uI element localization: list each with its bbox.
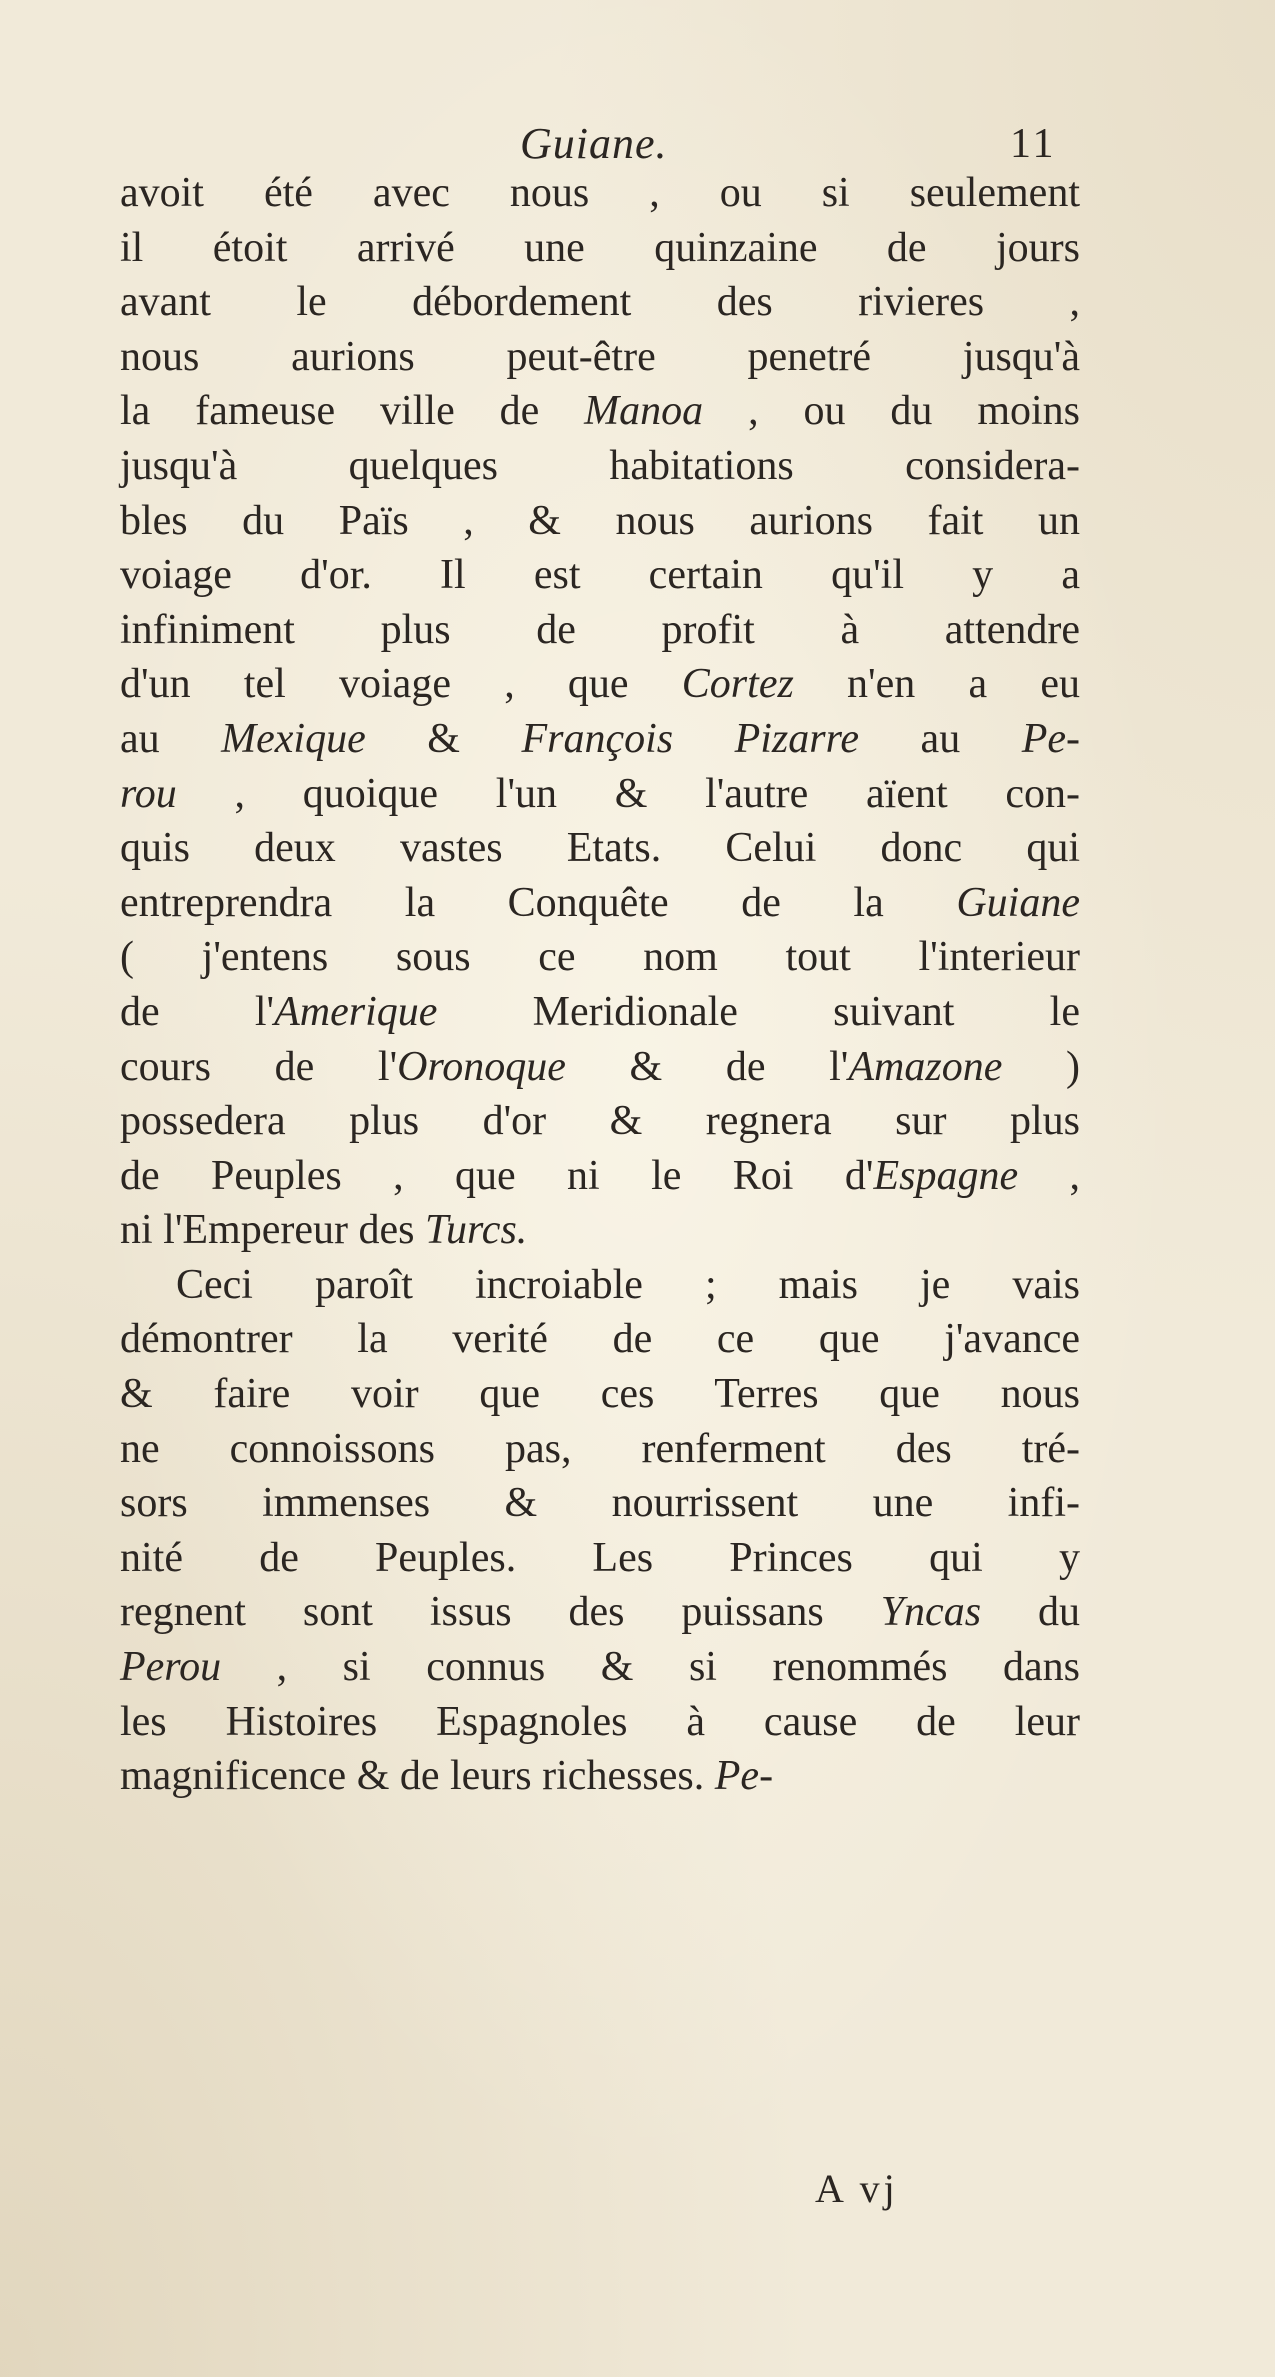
text-line (120, 166, 1080, 221)
text-segment: du (981, 1589, 1080, 1636)
text-segment: & (365, 715, 522, 762)
text-segment: & faire voir que ces Terres que nous (120, 1371, 1080, 1418)
text-line (120, 330, 1080, 385)
italic-segment: Pe- (1021, 715, 1080, 762)
text-segment: , ou du moins (703, 388, 1080, 435)
italic-segment: Oronoque (397, 1043, 566, 1090)
text-line (120, 1585, 1080, 1640)
text-segment: bles du Païs , & nous aurions fait un (120, 497, 1080, 544)
text-segment: ne connoissons pas, renferment des tré- (120, 1425, 1080, 1472)
italic-segment: Amazone (848, 1043, 1003, 1090)
text-line (120, 1203, 1080, 1258)
text-segment: la fameuse ville de (120, 388, 585, 435)
text-segment: quis deux vastes Etats. Celui donc qui (120, 825, 1080, 872)
text-line (120, 1640, 1080, 1695)
text-line (120, 221, 1080, 276)
text-line (120, 1312, 1080, 1367)
text-segment: les Histoires Espagnoles à cause de leur (120, 1698, 1080, 1745)
text-line (120, 384, 1080, 439)
text-segment: d'un tel voiage , que (120, 661, 682, 708)
text-line (120, 1749, 1080, 1804)
italic-segment: Guiane (956, 879, 1080, 926)
text-segment: infiniment plus de profit à attendre (120, 606, 1080, 653)
text-segment: au (859, 715, 1022, 762)
text-line (120, 1695, 1080, 1750)
text-segment: cours de l' (120, 1043, 398, 1090)
text-line (120, 1149, 1080, 1204)
text-line (120, 439, 1080, 494)
text-segment: jusqu'à quelques habitations considera- (120, 442, 1080, 489)
text-segment: magnificence & de leurs richesses. (120, 1753, 715, 1800)
text-segment: , quoique l'un & l'autre aïent con- (176, 770, 1080, 817)
text-line (120, 657, 1080, 712)
text-line (120, 603, 1080, 658)
text-segment: avant le débordement des rivieres , (120, 279, 1080, 326)
text-line (120, 767, 1080, 822)
text-segment: sors immenses & nourrissent une infi- (120, 1480, 1080, 1527)
text-segment: , si connus & si renommés dans (221, 1644, 1080, 1691)
italic-segment: rou (120, 770, 177, 817)
text-segment: n'en a eu (793, 661, 1080, 708)
italic-segment: Yncas (880, 1589, 982, 1636)
italic-segment: Pe- (714, 1753, 774, 1800)
italic-segment: Cortez (681, 661, 794, 708)
page-number: 11 (1010, 121, 1057, 167)
text-line (120, 876, 1080, 931)
text-line (120, 1094, 1080, 1149)
text-line (120, 1258, 1080, 1313)
text-line (120, 275, 1080, 330)
text-segment: avoit été avec nous , ou si seulement (120, 170, 1080, 216)
italic-segment: François Pizarre (521, 715, 860, 762)
text-segment: & de l' (565, 1043, 849, 1090)
text-line (120, 494, 1080, 549)
text-line (120, 985, 1080, 1040)
text-line (120, 1422, 1080, 1477)
text-segment: il étoit arrivé une quinzaine de jours (120, 224, 1080, 271)
italic-segment: Mexique (221, 715, 366, 762)
text-segment: Ceci paroît incroiable ; mais je vais (176, 1261, 1080, 1308)
text-line (120, 548, 1080, 603)
italic-segment: Turcs. (424, 1207, 528, 1254)
signature-mark: A vj (815, 2166, 899, 2211)
text-line (120, 712, 1080, 767)
text-segment: au (120, 715, 222, 762)
text-segment: de Peuples , que ni le Roi d' (120, 1152, 874, 1199)
text-line (120, 1367, 1080, 1422)
italic-segment: Perou (120, 1644, 222, 1691)
text-segment: possedera plus d'or & regnera sur plus (120, 1098, 1080, 1145)
text-segment: nous aurions peut-être penetré jusqu'à (120, 333, 1080, 380)
text-segment: ni l'Empereur des (120, 1207, 425, 1254)
text-segment: , (1018, 1152, 1081, 1199)
italic-segment: Amerique (274, 988, 438, 1035)
text-line (120, 1476, 1080, 1531)
text-segment: entreprendra la Conquête de la (120, 879, 957, 926)
text-segment: ( j'entens sous ce nom tout l'interieur (120, 934, 1080, 981)
text-segment: nité de Peuples. Les Princes qui y (120, 1534, 1080, 1581)
text-segment: regnent sont issus des puissans (120, 1589, 881, 1636)
running-title: Guiane. (520, 119, 668, 168)
text-segment: démontrer la verité de ce que j'avance (120, 1316, 1080, 1363)
text-line (120, 930, 1080, 985)
text-line (120, 1531, 1080, 1586)
text-segment: Meridionale suivant le (437, 988, 1080, 1035)
text-line (120, 1040, 1080, 1095)
italic-segment: Manoa (584, 388, 704, 435)
body-text (120, 166, 1080, 1804)
italic-segment: Espagne (873, 1152, 1019, 1199)
text-segment: voiage d'or. Il est certain qu'il y a (120, 552, 1080, 599)
text-line (120, 821, 1080, 876)
text-segment: de l' (120, 988, 275, 1035)
text-segment: ) (1002, 1043, 1080, 1090)
